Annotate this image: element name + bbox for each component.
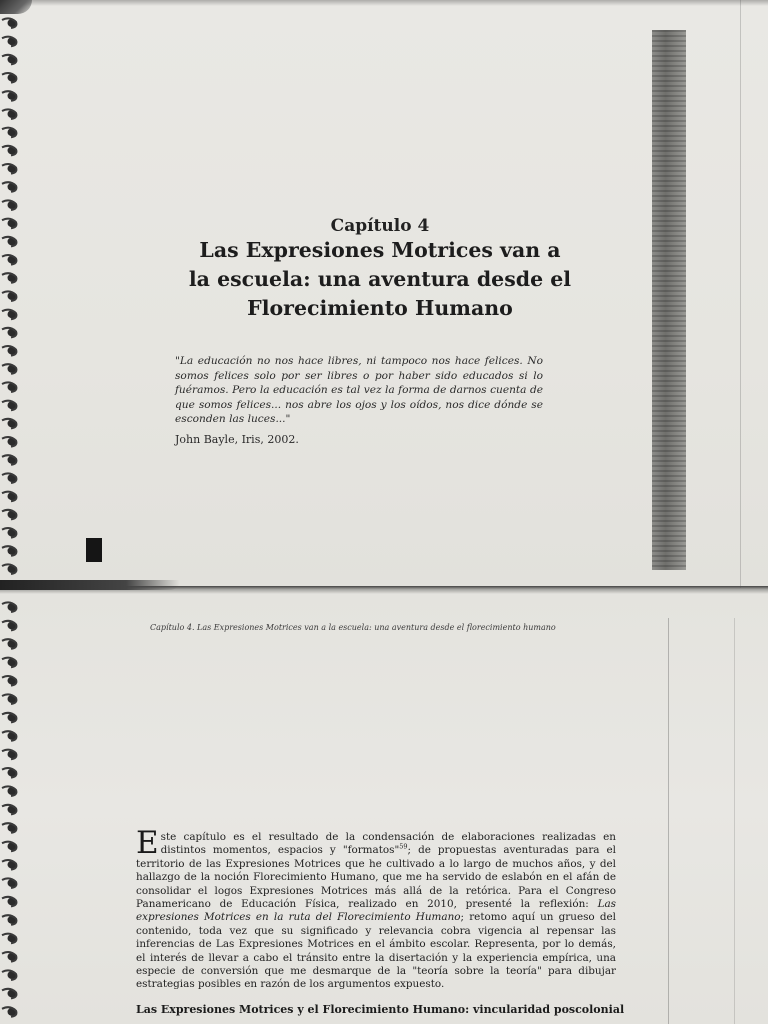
spiral-ring	[2, 602, 17, 612]
spiral-ring	[2, 310, 17, 320]
spiral-ring	[2, 291, 17, 301]
spiral-ring	[2, 328, 17, 338]
spiral-ring	[2, 1007, 17, 1017]
page-edge-line	[740, 0, 741, 588]
spiral-ring	[2, 823, 17, 833]
spiral-ring	[2, 492, 17, 502]
spiral-ring	[2, 273, 17, 283]
spiral-ring	[2, 200, 17, 210]
spiral-ring	[2, 437, 17, 447]
spiral-ring	[2, 55, 17, 65]
spiral-ring	[2, 658, 17, 668]
spiral-ring	[2, 382, 17, 392]
page-edge-line-lower-secondary	[734, 618, 735, 1024]
top-page-edge	[0, 0, 768, 6]
body-text-part: ste capítulo es el resultado de la condensación de elaboraciones realizadas en distintos momentos, espacios y "formatos"	[160, 831, 616, 857]
spiral-ring	[2, 897, 17, 907]
spiral-ring	[2, 621, 17, 631]
chapter-title-line: la escuela: una aventura desde el	[188, 267, 572, 291]
spiral-ring	[2, 952, 17, 962]
chapter-title-line: Florecimiento Humano	[247, 296, 513, 320]
chapter-label: Capítulo 4	[330, 216, 430, 236]
spiral-ring	[2, 364, 17, 374]
spiral-ring	[2, 934, 17, 944]
spiral-ring	[2, 73, 17, 83]
running-header: Capítulo 4. Las Expresiones Motrices van a la escuela: una aventura desde el florecimiento humano	[150, 623, 556, 632]
cited-title: Las expresiones Motrices en la ruta del Florecimiento Humano	[136, 898, 616, 924]
spiral-ring	[2, 528, 17, 538]
spiral-ring	[2, 805, 17, 815]
drop-cap: E	[136, 825, 159, 861]
spiral-ring	[2, 128, 17, 138]
spiral-binding-bottom	[0, 598, 22, 1024]
scan-shadow-strip	[652, 30, 686, 570]
spiral-ring	[2, 842, 17, 852]
spiral-ring	[2, 970, 17, 980]
spiral-ring	[2, 37, 17, 47]
body-text-part: ; de propuestas aventuradas para el territorio de las Expresiones Motrices que he cultivado a lo largo de muchos años, y del hallazgo de la noción Florecimiento Humano, que me ha servido de eslabón en el afán de consolidar el logos Expresiones Motrices más allá de la retórica. Para el Congreso Panamericano de Educación Física, realizado en 2010, presenté la reflexión:	[136, 844, 616, 911]
spiral-binding-top	[0, 14, 22, 584]
spiral-ring	[2, 786, 17, 796]
spiral-ring	[2, 182, 17, 192]
spiral-ring	[2, 346, 17, 356]
footnote-marker: 59	[399, 842, 408, 851]
spiral-ring	[2, 455, 17, 465]
spiral-ring	[2, 401, 17, 411]
print-registration-mark	[86, 538, 102, 562]
spiral-ring	[2, 639, 17, 649]
chapter-title	[160, 236, 600, 323]
spiral-ring	[2, 750, 17, 760]
chapter-title-line: Las Expresiones Motrices van a	[199, 238, 561, 262]
spiral-ring	[2, 564, 17, 574]
epigraph-source: John Bayle, Iris, 2002.	[175, 433, 299, 446]
body-text-part: ; retomo aquí un grueso del contenido, toda vez que su significado y relevancia cobra vigencia al repensar las inferencias de Las Expresiones Motrices en el ámbito escolar. Representa, por lo demás, el interés de llevar a cabo el tránsito entre la disertación y la experiencia empírica, una especie de conversión que me desmarque de la "teoría sobre la teoría" para dibujar estrategias posibles en razón de los argumentos expuesto.	[136, 911, 616, 991]
spiral-ring	[2, 860, 17, 870]
spiral-ring	[2, 713, 17, 723]
spiral-ring	[2, 237, 17, 247]
spiral-ring	[2, 731, 17, 741]
spiral-ring	[2, 219, 17, 229]
body-paragraph	[136, 825, 616, 992]
spiral-ring	[2, 989, 17, 999]
spiral-ring	[2, 146, 17, 156]
page-fold-shadow	[0, 586, 768, 594]
spiral-ring	[2, 878, 17, 888]
spiral-ring	[2, 18, 17, 28]
spiral-ring	[2, 109, 17, 119]
spiral-ring	[2, 91, 17, 101]
spiral-ring	[2, 255, 17, 265]
spiral-ring	[2, 915, 17, 925]
spiral-ring	[2, 510, 17, 520]
spiral-ring	[2, 419, 17, 429]
spiral-ring	[2, 164, 17, 174]
spiral-ring	[2, 546, 17, 556]
spiral-ring	[2, 694, 17, 704]
section-heading: Las Expresiones Motrices y el Florecimiento Humano: vincularidad poscolonial	[136, 1003, 625, 1016]
spiral-ring	[2, 676, 17, 686]
spiral-ring	[2, 473, 17, 483]
page-edge-line-lower	[668, 618, 669, 1024]
spiral-ring	[2, 768, 17, 778]
epigraph-quote: "La educación no nos hace libres, ni tampoco nos hace felices. No somos felices solo por ser libres o por haber sido educados si lo fuéramos. Pero la educación es tal vez la forma de darnos cuenta de que somos felices... nos abre los ojos y los oídos, nos dice dónde se esconden las luces..."	[175, 355, 543, 425]
